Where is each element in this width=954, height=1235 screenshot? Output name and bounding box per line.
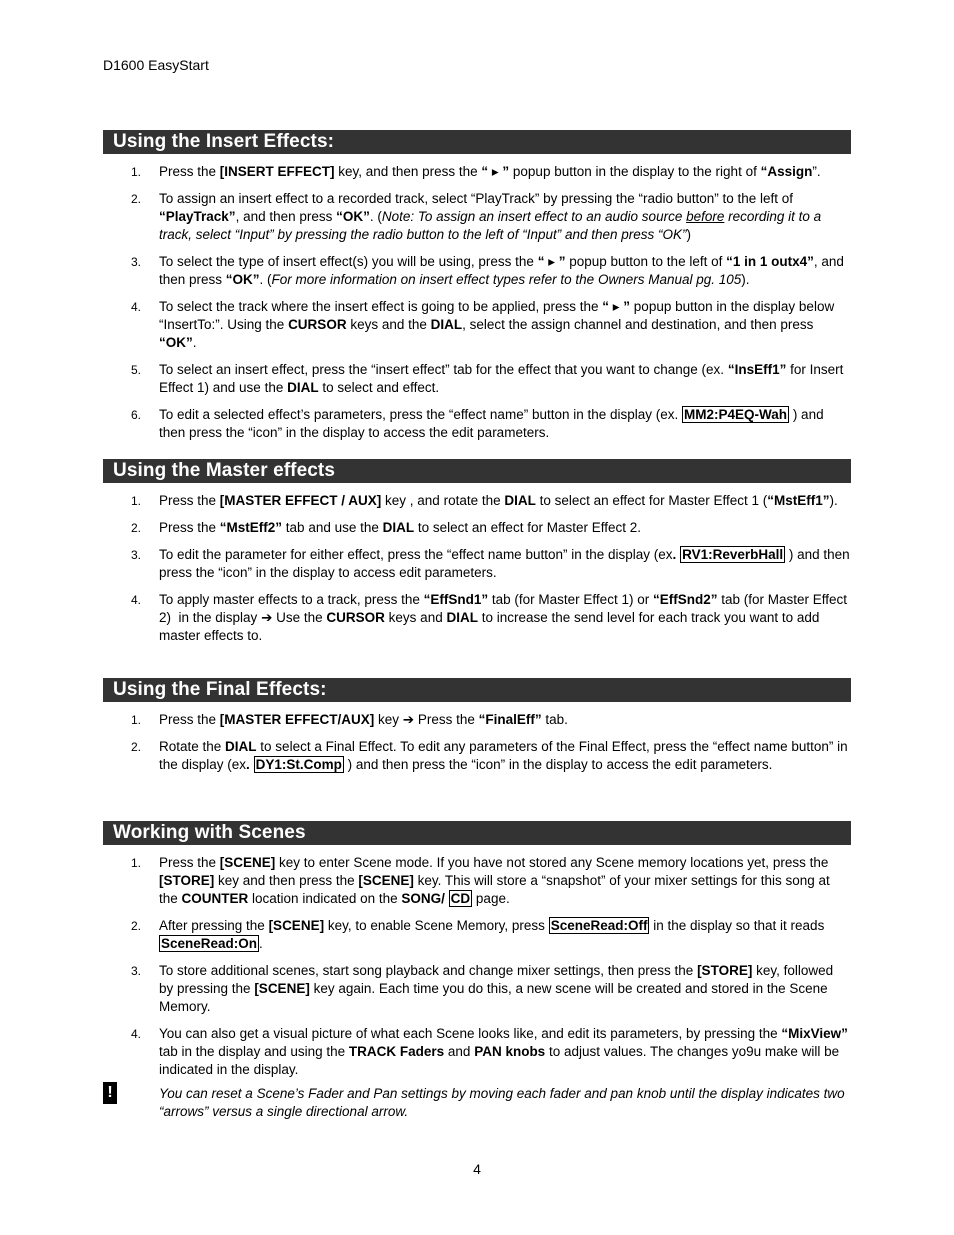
page-number: 4: [473, 1161, 481, 1177]
section-insert-effects: [103, 130, 851, 442]
section-working-with-scenes: [103, 821, 851, 1079]
list-item-number: 1.: [131, 713, 142, 727]
list-item: [103, 361, 851, 397]
exclamation-icon: !: [103, 1082, 117, 1104]
list-item: [103, 190, 851, 244]
list-item-text: To edit a selected effect’s parameters, press the “effect name” button in the display (ex. MM2:P4EQ-Wah ) and then press the “icon” in the display to access the edit parameters.: [159, 407, 824, 440]
list-item-number: 1.: [131, 165, 142, 179]
section-master-effects: [103, 459, 851, 645]
list-item: [103, 738, 851, 774]
list-item: [103, 591, 851, 645]
section-final-effects: [103, 678, 851, 774]
instruction-list: [103, 492, 851, 645]
list-item-text: After pressing the [SCENE] key, to enable Scene Memory, press SceneRead:Off in the display so that it reads SceneRead:On .: [159, 918, 825, 951]
list-item: [103, 298, 851, 352]
list-item-text: To apply master effects to a track, press the “EffSnd1” tab (for Master Effect 1) or “EffSnd2” tab (for Master Effect 2) in the display ➔ Use the CURSOR keys and DIAL to increase the send level for each track you want to add master effects to.: [159, 592, 848, 643]
list-item-number: 1.: [131, 494, 142, 508]
list-item-text: To select the type of insert effect(s) you will be using, press the “ ▸ ” popup button to the left of “1 in 1 outx4”, and then press “OK”. (For more information on insert effect types refer to the Owners Manual pg. 105).: [159, 254, 844, 287]
list-item-number: 6.: [131, 408, 142, 422]
list-item: [103, 253, 851, 289]
list-item-number: 4.: [131, 593, 142, 607]
list-item-text: Rotate the DIAL to select a Final Effect. To edit any parameters of the Final Effect, press the “effect name button” in the display (ex. DY1:St.Comp ) and then press the “icon” in the display to access the edit parameters.: [159, 739, 848, 772]
list-item-number: 4.: [131, 300, 142, 314]
list-item-number: 2.: [131, 740, 142, 754]
list-item: [103, 519, 851, 537]
section-title: Working with Scenes: [103, 821, 851, 845]
list-item: [103, 962, 851, 1016]
list-item: [103, 1025, 851, 1079]
list-item-number: 3.: [131, 548, 142, 562]
list-item-number: 2.: [131, 521, 142, 535]
list-item-text: Press the [MASTER EFFECT / AUX] key , and rotate the DIAL to select an effect for Master Effect 1 (“MstEff1”).: [159, 493, 838, 508]
list-item: [103, 917, 851, 953]
instruction-list: [103, 163, 851, 442]
instruction-list: [103, 854, 851, 1079]
section-title: Using the Final Effects:: [103, 678, 851, 702]
list-item: [103, 711, 851, 729]
tip-text: You can reset a Scene’s Fader and Pan settings by moving each fader and pan knob until the display indicates two “arrows” versus a single directional arrow.: [159, 1086, 845, 1119]
list-item-text: Press the “MstEff2” tab and use the DIAL to select an effect for Master Effect 2.: [159, 520, 641, 535]
list-item-number: 3.: [131, 255, 142, 269]
list-item-text: You can also get a visual picture of what each Scene looks like, and edit its parameters, by pressing the “MixView” tab in the display and using the TRACK Faders and PAN knobs to adjust values. The changes yo9u make will be indicated in the display.: [159, 1026, 848, 1077]
instruction-list: [103, 711, 851, 774]
document-header: D1600 EasyStart: [103, 57, 209, 73]
tip-note: [103, 1082, 851, 1121]
list-item: [103, 854, 851, 908]
list-item-text: To select an insert effect, press the “insert effect” tab for the effect that you want to change (ex. “InsEff1” for Insert Effect 1) and use the DIAL to select and effect.: [159, 362, 844, 395]
list-item-text: To select the track where the insert effect is going to be applied, press the “ ▸ ” popup button in the display below “InsertTo:”. Using the CURSOR keys and the DIAL, select the assign channel and destination, and then press “OK”.: [159, 299, 835, 350]
list-item-number: 2.: [131, 919, 142, 933]
list-item-number: 5.: [131, 363, 142, 377]
list-item-text: To edit the parameter for either effect, press the “effect name button” in the display (ex. RV1:ReverbHall ) and then press the “icon” in the display to access edit parameters.: [159, 547, 850, 580]
list-item-text: To assign an insert effect to a recorded track, select “PlayTrack” by pressing the “radio button” to the left of “PlayTrack”, and then press “OK”. (Note: To assign an insert effect to an audio source before recording it to a track, select “Input” by pressing the radio button to the left of “Input” and then press “OK”): [159, 191, 822, 242]
list-item-text: Press the [SCENE] key to enter Scene mode. If you have not stored any Scene memory locations yet, press the [STORE] key and then press the [SCENE] key. This will store a “snapshot” of your mixer settings for this song at the COUNTER location indicated on the SONG/ CD page.: [159, 855, 830, 906]
list-item-text: Press the [INSERT EFFECT] key, and then press the “ ▸ ” popup button in the display to the right of “Assign”.: [159, 164, 821, 179]
list-item: [103, 406, 851, 442]
list-item-text: Press the [MASTER EFFECT/AUX] key ➔ Press the “FinalEff” tab.: [159, 712, 568, 727]
list-item-number: 1.: [131, 856, 142, 870]
list-item-number: 3.: [131, 964, 142, 978]
list-item-text: To store additional scenes, start song playback and change mixer settings, then press the [STORE] key, followed by pressing the [SCENE] key again. Each time you do this, a new scene will be created and stored in the Scene Memory.: [159, 963, 834, 1014]
list-item: [103, 546, 851, 582]
list-item: [103, 163, 851, 181]
section-title: Using the Master effects: [103, 459, 851, 483]
list-item-number: 4.: [131, 1027, 142, 1041]
list-item: [103, 492, 851, 510]
list-item-number: 2.: [131, 192, 142, 206]
section-title: Using the Insert Effects:: [103, 130, 851, 154]
